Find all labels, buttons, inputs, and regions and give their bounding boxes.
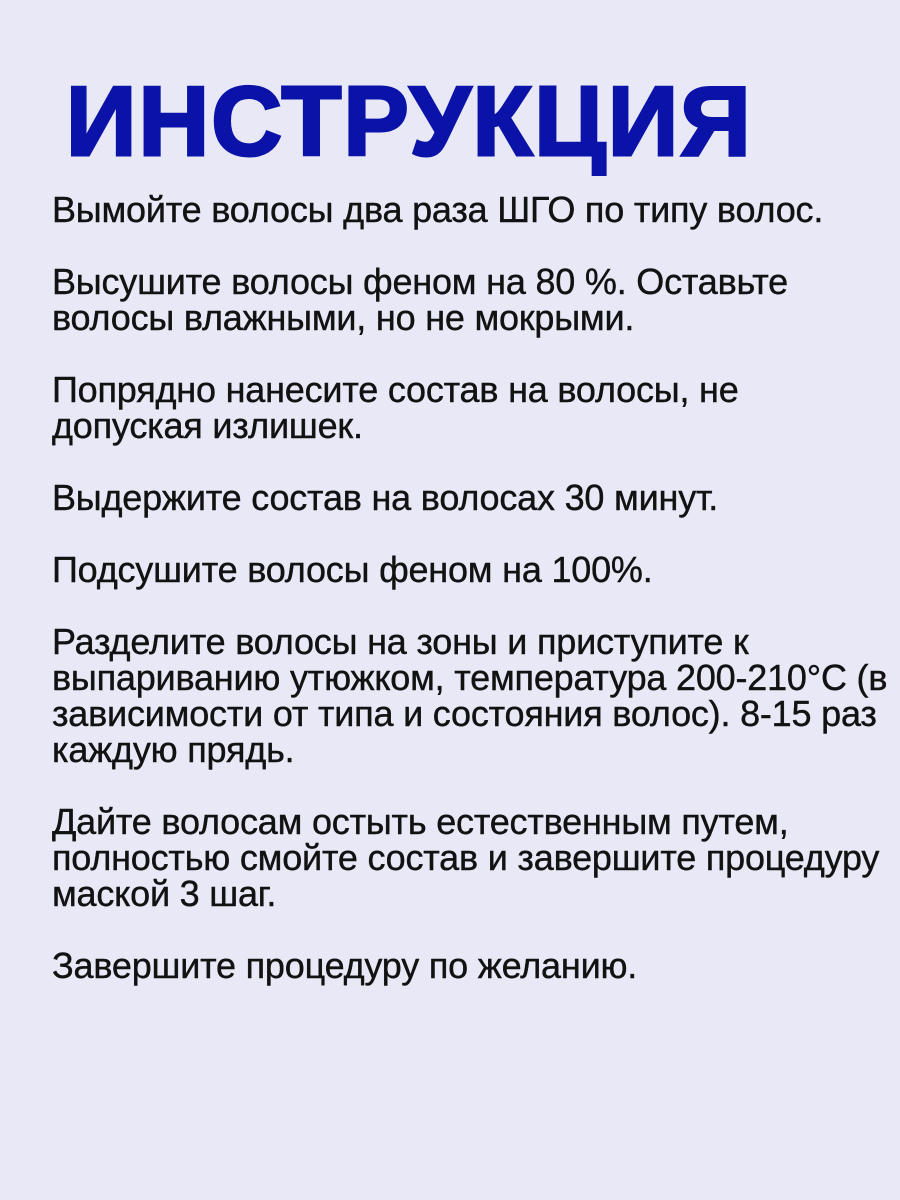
instruction-step-7: Дайте волосам остыть естественным путем, полностью смойте состав и завершите процедуру маской 3 шаг. xyxy=(52,801,880,914)
instruction-step-4: Выдержите состав на волосах 30 минут. xyxy=(52,477,719,518)
page-title: ИНСТРУКЦИЯ xyxy=(66,66,753,176)
instruction-step-5: Подсушите волосы феном на 100%. xyxy=(52,549,653,590)
instruction-step-3: Попрядно нанесите состав на волосы, не допуская излишек. xyxy=(52,369,739,446)
instruction-step-2: Высушите волосы феном на 80 %. Оставьте волосы влажными, но не мокрыми. xyxy=(52,261,788,338)
instruction-step-8: Завершите процедуру по желанию. xyxy=(52,945,638,986)
instruction-step-1: Вымойте волосы два раза ШГО по типу волос. xyxy=(52,189,824,230)
instruction-steps xyxy=(52,189,892,986)
instruction-step-6: Разделите волосы на зоны и приступите к выпариванию утюжком, температура 200-210°С (в зависимости от типа и состояния волос). 8-15 раз каждую прядь. xyxy=(52,621,888,770)
